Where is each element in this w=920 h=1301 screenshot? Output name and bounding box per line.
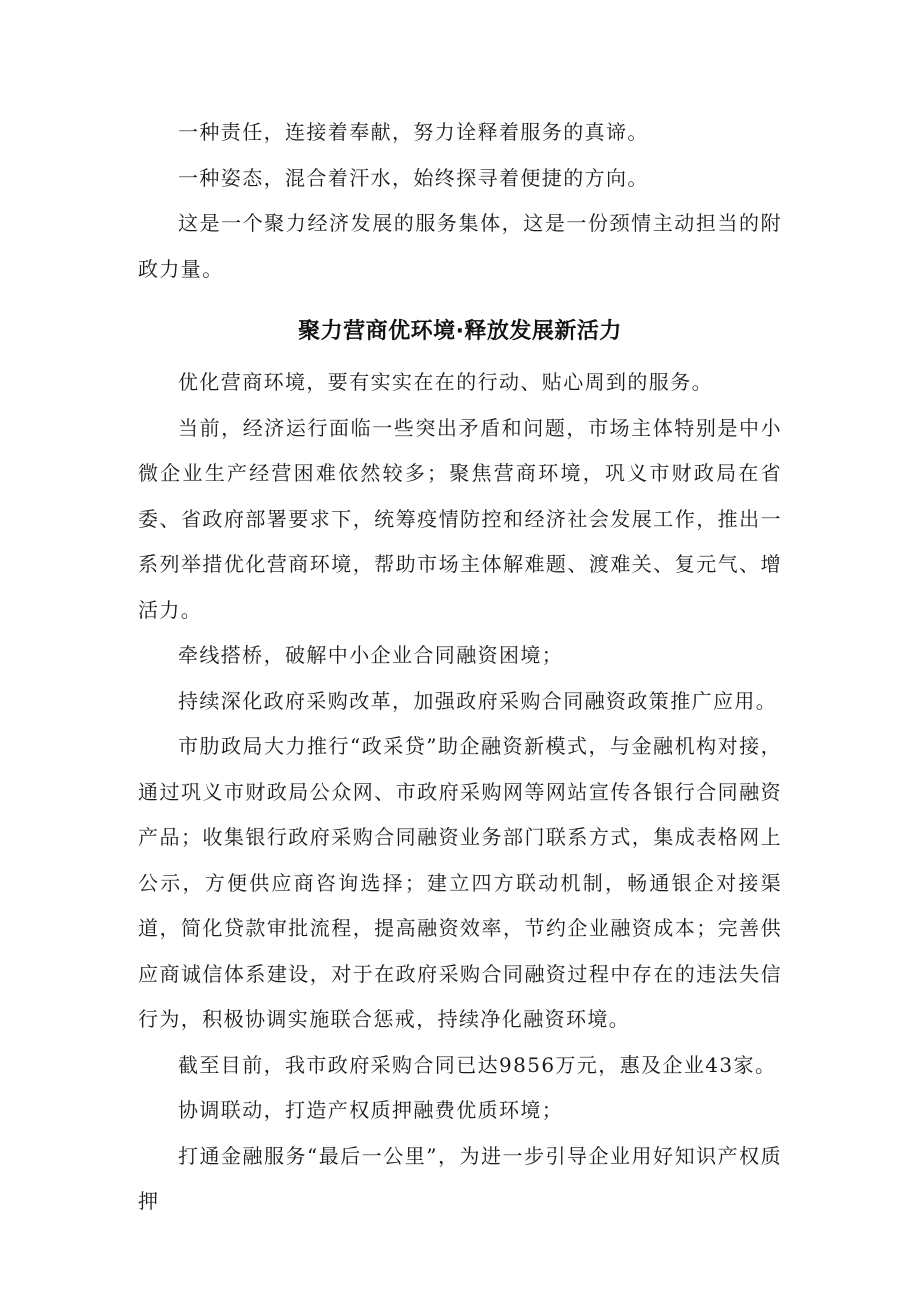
body-paragraph-4: 持续深化政府采购改革，加强政府采购合同融资政策推广应用。 (178, 688, 778, 713)
body-paragraph-1: 优化营商环境，要有实实在在的行动、贴心周到的服务。 (178, 370, 713, 394)
body-paragraph-7: 协调联动，打造产权质押融费优质环境； (178, 1098, 564, 1122)
intro-paragraph-2: 一种姿态，混合着汗水，始终探寻着便捷的方向。 (178, 165, 649, 190)
body-paragraph-5: 市肋政局大力推行“政采贷”助企融资新模式，与金融机构对接，通过巩义市财政局公众网、市政府采购网等网站宣传各银行合同融资产品；收集银行政府采购合同融资业务部门联系方式，集成表格网上公示，方便供应商咨询选择；建立四方联动机制，畅通银企对接渠道，简化贷款审批流程，提高融资效率，节约企业融资成本；完善供应商诚信体系建设，对于在政府采购合同融资过程中存在的违法失信行为，积极协调实施联合惩戒，持续净化融资环境。 (138, 734, 782, 1031)
body-section (138, 360, 782, 1225)
body-paragraph-3: 牵线搭桥，破解中小企业合同融资困境； (178, 643, 564, 667)
section-heading: 聚力营商优环境·释放发展新活力 (298, 319, 622, 344)
body-paragraph-2: 当前，经济运行面临一些突出矛盾和问题，市场主体特别是中小微企业生产经营困难依然较多；聚焦营商环境，巩义市财政局在省委、省政府部署要求下，统筹疫情防控和经济社会发展工作，推出一系列举措优化营商环境，帮助市场主体解难题、渡难关、复元气、增活力。 (138, 415, 782, 622)
intro-paragraph-1: 一种责任，连接着奉献，努力诠释着服务的真谛。 (178, 120, 649, 144)
section-heading-wrap (138, 317, 782, 347)
intro-paragraph-3: 这是一个聚力经济发展的服务集体，这是一份颈情主动担当的附政力量。 (138, 211, 782, 281)
intro-section (138, 110, 782, 292)
body-paragraph-8: 打通金融服务“最后一公里”，为进一步引导企业用好知识产权质押 (138, 1143, 782, 1213)
body-paragraph-6: 截至目前，我市政府采购合同已达9856万元，惠及企业43家。 (178, 1052, 777, 1077)
